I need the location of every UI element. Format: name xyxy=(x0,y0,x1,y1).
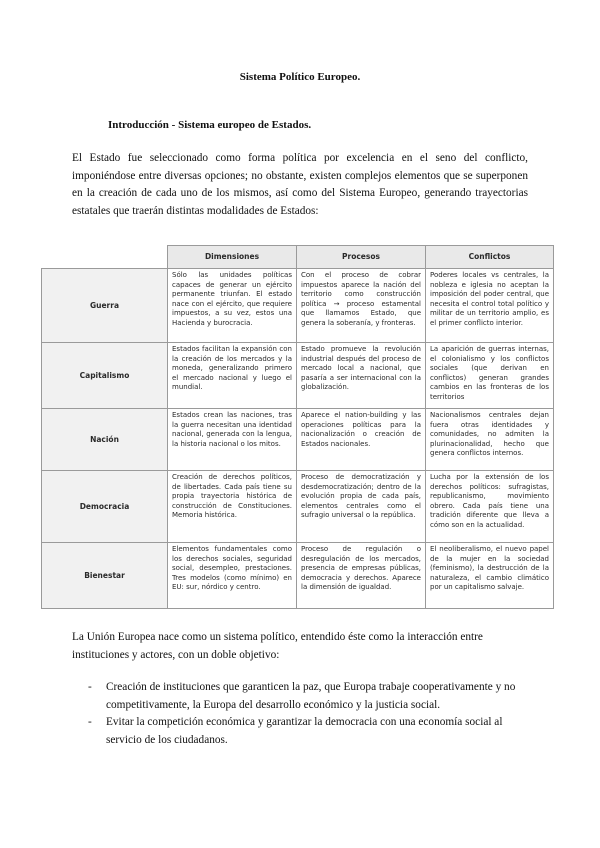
cell-dimensiones: Creación de derechos políticos, de libertades. Cada país tiene su propia trayectoria histórica de construcción de Constituciones. Memoria histórica. xyxy=(168,471,297,543)
table-row xyxy=(42,543,554,609)
table-row xyxy=(42,269,554,343)
table-header-row xyxy=(42,246,554,269)
header-conflictos: Conflictos xyxy=(426,246,554,269)
states-table xyxy=(41,245,554,609)
cell-procesos: Aparece el nation-building y las operaciones políticas para la nacionalización o creación de Estados nacionales. xyxy=(297,409,426,471)
cell-conflictos: Nacionalismos centrales dejan fuera otras identidades y comunidades, no admiten la plurinacionalidad, hecho que genera conflictos internos. xyxy=(426,409,554,471)
table-header-corner xyxy=(42,246,168,269)
list-item xyxy=(88,679,528,714)
row-label-democracia: Democracia xyxy=(42,471,168,543)
header-dimensiones: Dimensiones xyxy=(168,246,297,269)
cell-dimensiones: Estados crean las naciones, tras la guerra necesitan una identidad nacional, generada con la lengua, la historia nacional o los mitos. xyxy=(168,409,297,471)
header-procesos: Procesos xyxy=(297,246,426,269)
section-heading: Introducción - Sistema europeo de Estados. xyxy=(108,119,312,131)
row-label-capitalismo: Capitalismo xyxy=(42,343,168,409)
intro-paragraph: El Estado fue seleccionado como forma política por excelencia en el seno del conflicto, imponiéndose entre diversas opciones; no obstante, existen complejos elementos que se superponen en la creación de cada uno de los mismos, así como del Sistema Europeo, generando trayectorias estatales que traerán distintas modalidades de Estados: xyxy=(72,152,528,217)
list-dash: - xyxy=(88,716,92,728)
table-row xyxy=(42,471,554,543)
cell-conflictos: Lucha por la extensión de los derechos políticos: sufragistas, republicanismo, movimiento obrero. Cada país tiene una tradición diferente que lleva a cómo son en la actualidad. xyxy=(426,471,554,543)
cell-conflictos: El neoliberalismo, el nuevo papel de la mujer en la sociedad (feminismo), la destrucción de la naturaleza, el cambio climático por un capitalismo salvaje. xyxy=(426,543,554,609)
cell-conflictos: La aparición de guerras internas, el colonialismo y los conflictos sociales (que derivan en conflictos) generan grandes cambios en las fronteras de los territorios xyxy=(426,343,554,409)
eu-paragraph: La Unión Europea nace como un sistema político, entendido éste como la interacción entre instituciones y actores, con un doble objetivo: xyxy=(72,631,483,661)
row-label-guerra: Guerra xyxy=(42,269,168,343)
list-dash: - xyxy=(88,681,92,693)
cell-procesos: Estado promueve la revolución industrial después del proceso de mercado local a nacional, que pasaría a ser internacional con la globalización. xyxy=(297,343,426,409)
cell-conflictos: Poderes locales vs centrales, la nobleza e iglesia no aceptan la imposición del poder central, que necesita el control total político y militar de un territorio amplio, es el primer conflicto interior. xyxy=(426,269,554,343)
document-title: Sistema Político Europeo. xyxy=(239,71,361,83)
cell-dimensiones: Elementos fundamentales como los derechos sociales, seguridad social, desempleo, prestaciones. Tres modelos (como mínimo) en EU: sur, nórdico y centro. xyxy=(168,543,297,609)
row-label-bienestar: Bienestar xyxy=(42,543,168,609)
cell-procesos: Con el proceso de cobrar impuestos aparece la nación del territorio como construcción política → proceso estamental que llamamos Estado, que genera la soberanía, y fronteras. xyxy=(297,269,426,343)
cell-dimensiones: Sólo las unidades políticas capaces de generar un ejército permanente triunfan. El estado nace con el ejército, que requiere impuestos, a su vez, estos una Hacienda y burocracia. xyxy=(168,269,297,343)
cell-dimensiones: Estados facilitan la expansión con la creación de los mercados y la moneda, generalizando primero el mercado nacional y luego el mundial. xyxy=(168,343,297,409)
list-item xyxy=(88,714,528,749)
cell-procesos: Proceso de democratización y desdemocratización; dentro de la evolución propia de cada país, elementos centrales como el sufragio universal o la república. xyxy=(297,471,426,543)
list-item-text: Creación de instituciones que garanticen la paz, que Europa trabaje cooperativamente y no competitivamente, la Europa del desarrollo económico y la justicia social. xyxy=(106,681,516,711)
list-item-text: Evitar la competición económica y garantizar la democracia con una economía social al servicio de los ciudadanos. xyxy=(106,716,503,746)
table-row xyxy=(42,409,554,471)
objectives-list xyxy=(88,679,528,749)
row-label-nacion: Nación xyxy=(42,409,168,471)
table-row xyxy=(42,343,554,409)
cell-procesos: Proceso de regulación o desregulación de los mercados, presencia de empresas públicas, democracia y derechos. Aparece la dimensión de igualdad. xyxy=(297,543,426,609)
